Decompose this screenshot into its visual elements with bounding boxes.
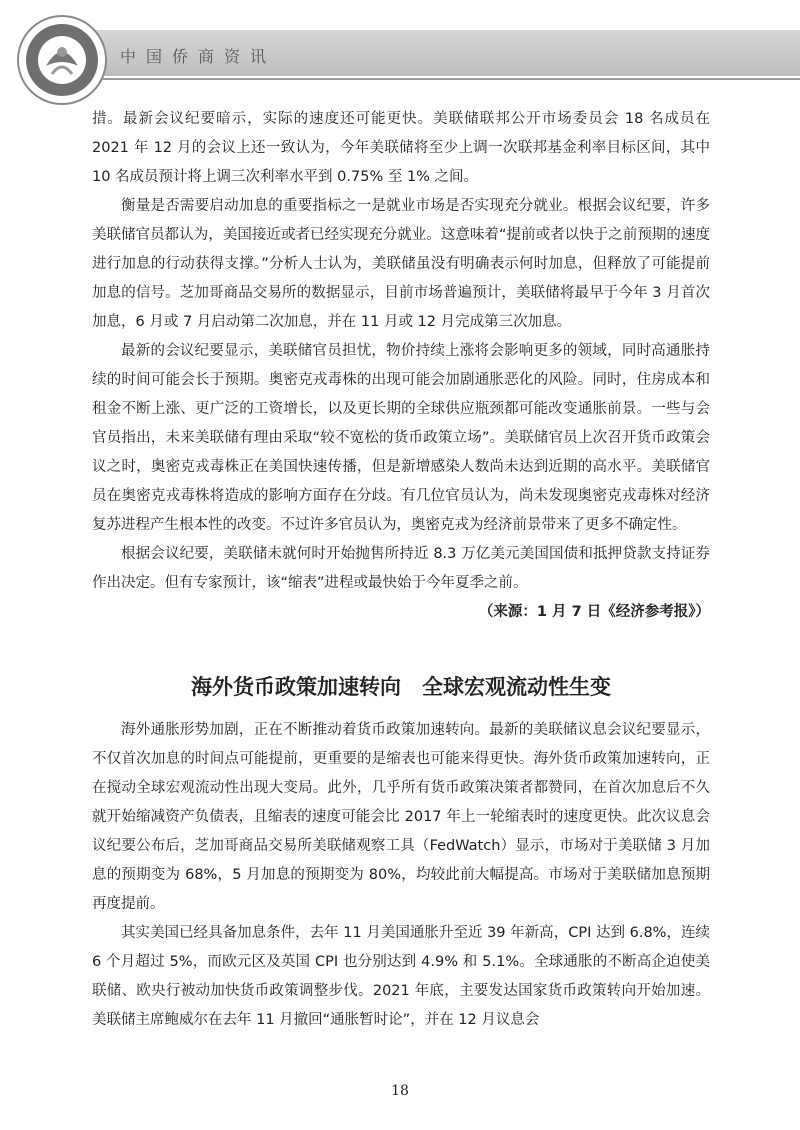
paragraph: 衡量是否需要启动加息的重要指标之一是就业市场是否实现充分就业。根据会议纪要，许多美联储官员都认为，美国接近或者已经实现充分就业。这意味着“提前或者以快于之前预期的速度进行加息的行动获得支撑。”分析人士认为，美联储虽没有明确表示何时加息，但释放了可能提前加息的信号。芝加哥商品交易所的数据显示，目前市场普遍预计，美联储将最早于今年 3 月首次加息，6 月或 7 月启动第二次加息，并在 11 月或 12 月完成第三次加息。 [92, 198, 710, 330]
page-number: 18 [391, 1083, 409, 1099]
logo-seal [16, 14, 108, 106]
paragraph: 其实美国已经具备加息条件，去年 11 月美国通胀升至近 39 年新高，CPI 达到 6.8%，连续 6 个月超过 5%，而欧元区及英国 CPI 也分别达到 4.9% 和 5.1%。全球通胀的不断高企迫使美联储、欧央行被动加快货币政策调整步伐。2021 年底，主要发达国家货币政策转向开始加速。美联储主席鲍威尔在去年 11 月撤回“通胀暂时论”，并在 12 月议息会 [92, 925, 710, 1028]
paragraph: 根据会议纪要，美联储未就何时开始抛售所持近 8.3 万亿美元美国国债和抵押贷款支持证券作出决定。但有专家预计，该“缩表”进程或最快始于今年夏季之前。 [92, 546, 710, 591]
section-title: 海外货币政策加速转向 全球宏观流动性生变 [191, 675, 611, 699]
header-title: 中国侨商资讯 [120, 47, 277, 66]
paragraph: 措。最新会议纪要暗示，实际的速度还可能更快。美联储联邦公开市场委员会 18 名成员在 2021 年 12 月的会议上还一致认为，今年美联储将至少上调一次联邦基金利率目标区间，其中 10 名成员预计将上调三次利率水平到 0.75% 至 1% 之间。 [92, 111, 710, 185]
paragraph: 最新的会议纪要显示，美联储官员担忧，物价持续上涨将会影响更多的领域，同时高通胀持续的时间可能会长于预期。奥密克戎毒株的出现可能会加剧通胀恶化的风险。同时，住房成本和租金不断上涨、更广泛的工资增长，以及更长期的全球供应瓶颈都可能改变通胀前景。一些与会官员指出，未来美联储有理由采取“较不宽松的货币政策立场”。美联储官员上次召开货币政策会议之时，奥密克戎毒株正在美国快速传播，但是新增感染人数尚未达到近期的高水平。美联储官员在奥密克戎毒株将造成的影响方面存在分歧。有几位官员认为，尚未发现奥密克戎毒株对经济复苏进程产生根本性的改变。不过许多官员认为，奥密克戎为经济前景带来了更多不确定性。 [92, 343, 710, 533]
article-body [92, 105, 710, 1035]
paragraph: 海外通胀形势加剧，正在不断推动着货币政策加速转向。最新的美联储议息会议纪要显示，不仅首次加息的时间点可能提前，更重要的是缩表也可能来得更快。海外货币政策加速转向，正在搅动全球宏观流动性出现大变局。此外，几乎所有货币政策决策者都赞同，在首次加息后不久就开始缩减资产负债表，且缩表的速度可能会比 2017 年上一轮缩表时的速度更快。此次议息会议纪要公布后，芝加哥商品交易所美联储观察工具（FedWatch）显示，市场对于美联储 3 月加息的预期变为 68%，5 月加息的预期变为 80%，均较此前大幅提高。市场对于美联储加息预期再度提前。 [92, 722, 710, 912]
source-citation: （来源：1 月 7 日《经济参考报》） [478, 604, 710, 620]
